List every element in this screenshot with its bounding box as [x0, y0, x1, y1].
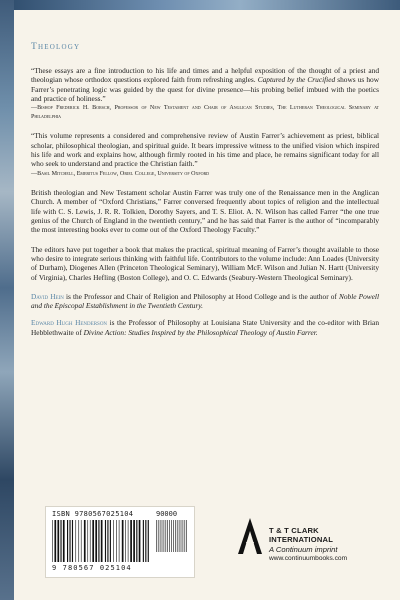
publisher-logo-icon — [235, 516, 265, 556]
cover-spine-strip — [0, 0, 14, 600]
isbn-label: ISBN 9780567025104 — [52, 510, 134, 518]
author-bio-1: David Hein is the Professor and Chair of Religion and Philosophy at Hood College and is the author of Noble Powell and the Episcopal Establishment in the Twentieth Century. — [31, 291, 379, 311]
publisher-block — [235, 516, 385, 576]
endorsement-2-attribution: —Basil Mitchell, Emeritus Fellow, Oriel College, University of Oxford — [31, 170, 210, 177]
author-name-1: David Hein — [31, 291, 64, 301]
isbn-digits: 9 780567 025104 — [52, 564, 132, 572]
endorsement-2 — [31, 131, 379, 178]
endorsement-1-quote: “These essays are a fine introduction to his life and times and a helpful exposition of the thought of a priest and theologian whose orthodox questions explored faith from refreshing angles. Captured by the Crucified shows us how Farrer’s penetrating logic was guided by the quest for divine presence—his probing belief imbued with the poetics and practice of holiness.” — [31, 66, 379, 103]
cover-top-band — [0, 0, 400, 10]
description-paragraph-2: The editors have put together a book that makes the practical, spiritual meaning of Farrer’s thought available to those who desire to integrate serious thinking with faithful life. Contributors to the volume include: Ann Loades (University of Durham), Diogenes Allen (Princeton Theological Seminary), William McF. Wilson and Julian N. Hartt (University of Virginia), Charles Hefling (Boston College), and O. C. Edwards (Seabury-Western Theological Seminary). — [31, 244, 379, 282]
description-paragraph-1: British theologian and New Testament scholar Austin Farrer was truly one of the Renaissance men in the Anglican Church. A member of “Oxford Christians,” Farrer conversed frequently about topics of religion and the intellectual life with C. S. Lewis, J. R. R. Tolkien, Dorothy Sayers, and T. S. Eliot. A. N. Wilson has called Farrer “the one true genius of the Church of England in the twentieth century,” and he has said that Farrer is the author of “incomparably the most interesting books ever to come out of the Oxford Theology Faculty.” — [31, 188, 379, 235]
endorsement-1-attribution: —Bishop Frederick H. Borsch, Professor of New Testament and Chair of Anglican Studies, The Lutheran Theological Seminary at Philadelphia — [31, 105, 380, 120]
back-cover-text — [31, 30, 379, 345]
back-cover-footer — [31, 506, 379, 578]
publisher-url: www.continuumbooks.com — [269, 555, 348, 562]
addon-barcode-bars — [156, 520, 188, 552]
book-title-italic: Captured by the Crucified — [257, 75, 336, 85]
isbn-barcode — [45, 506, 195, 578]
publisher-name: T & T CLARK INTERNATIONAL — [269, 526, 334, 544]
endorsement-2-quote: “This volume represents a considered and comprehensive review of Austin Farrer’s achievement as priest, biblical scholar, philosophical theologian, and spiritual guide. It bears impressive witness to the unified vision which inspired his life and work and explains how, although firmly rooted in his time and place, he remains significant today for all who seek to understand and practice the Christian faith.” — [31, 131, 379, 169]
category-label: Theology — [31, 42, 81, 52]
barcode-bars — [52, 520, 152, 562]
author-bio-2: Edward Hugh Henderson is the Professor of Philosophy at Louisiana State University and the co-editor with Brian Hebblethwaite of Divine Action: Studies Inspired by the Philosophical Theology of Austin Farrer. — [31, 318, 379, 337]
publisher-imprint: A Continuum imprint — [269, 545, 338, 554]
endorsement-1 — [31, 66, 379, 121]
price-addon-label: 90000 — [156, 510, 178, 518]
author-name-2: Edward Hugh Henderson — [31, 318, 108, 328]
